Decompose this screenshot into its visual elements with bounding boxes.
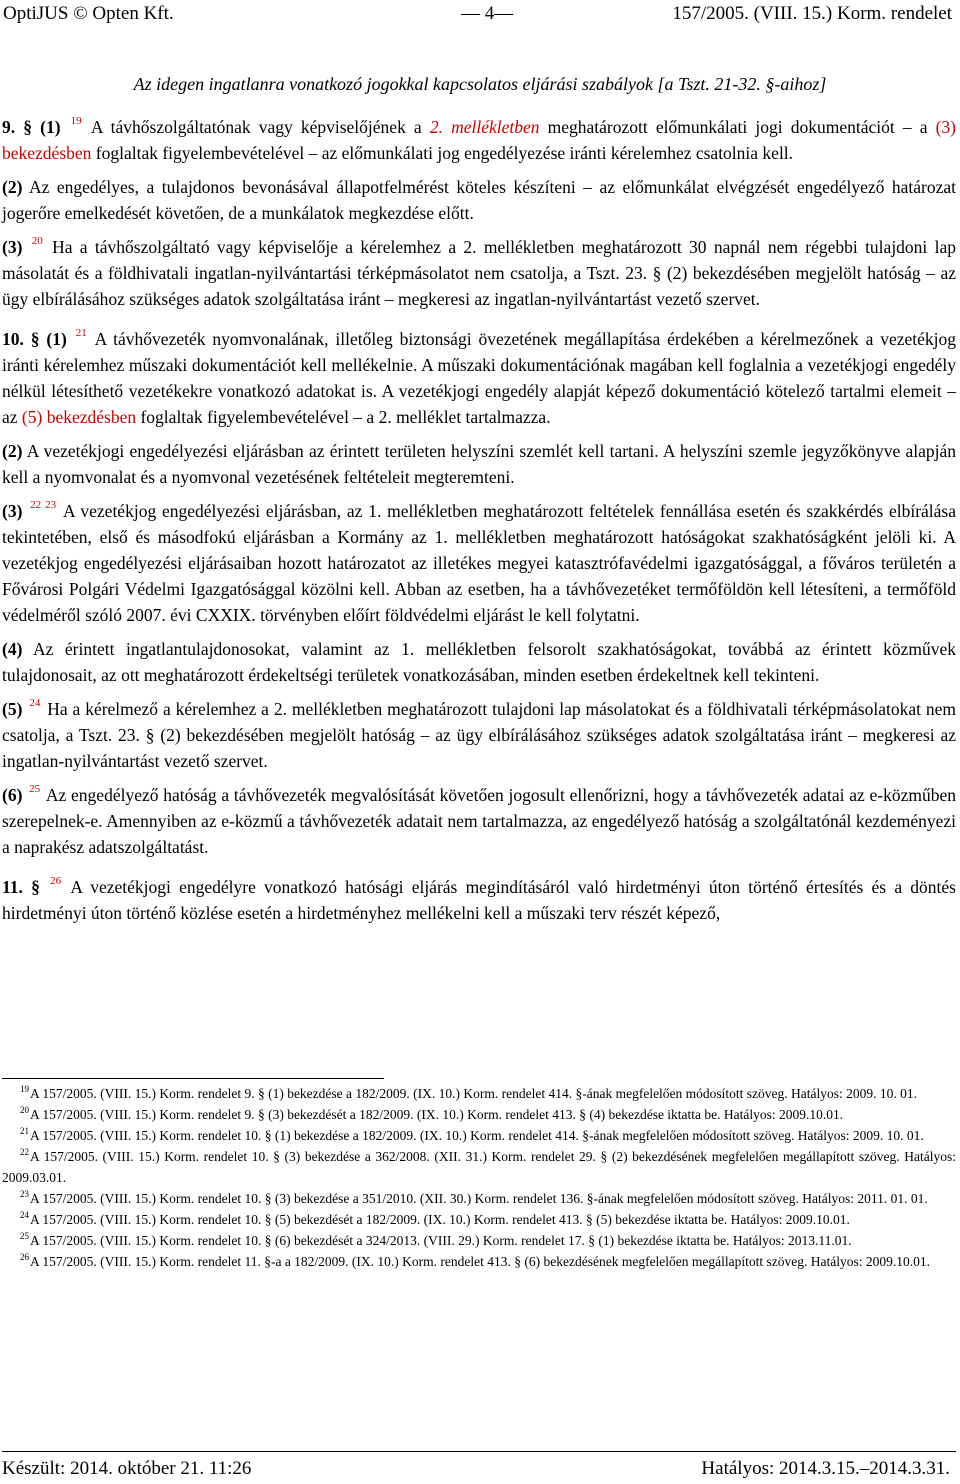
footnote-text: A 157/2005. (VIII. 15.) Korm. rendelet 10. § (6) bekezdését a 324/2013. (VIII. 29.) Korm. rendelet 17. § (1) bekezdése iktatta be. Hatályos: 2013.11.01. [30,1233,852,1248]
paragraph-text: Az engedélyes, a tulajdonos bevonásával állapotfelmérést köteles készíteni – az előmunkálat elvégzését engedélyező határozat jogerőre emelkedését követően, de a munkálatok megkezdése előtt. [2,177,956,223]
footnote-ref-21[interactable]: 21 [75,327,87,340]
section-number: 11. § [2,877,40,897]
subsection-label: (5) [2,699,23,719]
section-number: 10. § [2,329,40,349]
paragraph-text: foglaltak figyelembevételével – az előmunkálati jog engedélyezése iránti kérelemhez csatolnia kell. [91,143,794,163]
footnote-20 [2,1104,956,1125]
cross-reference-link[interactable]: (5) bekezdésben [21,407,137,427]
subsection-label: (1) [46,329,67,349]
footnote-text: A 157/2005. (VIII. 15.) Korm. rendelet 9. § (1) bekezdése a 182/2009. (IX. 10.) Korm. rendelet 414. §-ának megfelelően módosított szöveg. Hatályos: 2009. 10. 01. [30,1086,918,1101]
footnote-23 [2,1188,956,1209]
paragraph-text: Az érintett ingatlantulajdonosokat, valamint az 1. mellékletben felsorolt szakhatóságokat, továbbá az érintett közművek tulajdonosait, az ott meghatározott érdekeltségi területek vonatkozásában, minden esetben érdekeltnek kell tekinteni. [2,639,956,685]
footnote-ref-26[interactable]: 26 [50,875,62,888]
header-publisher: OptiJUS © Opten Kft. [3,3,174,24]
footnote-number: 25 [20,1230,29,1241]
footnote-number: 20 [20,1104,29,1115]
footer-created: Készült: 2014. október 21. 11:26 [2,1458,252,1479]
subsection-label: (2) [2,177,23,197]
paragraph-10-5 [2,696,956,774]
footnote-26 [2,1251,956,1272]
paragraph-text: Ha a távhőszolgáltató vagy képviselője a kérelemhez a 2. mellékletben meghatározott 30 napnál nem régebbi tulajdoni lap másolatát és a földhivatali ingatlan-nyilvántartási térképmásolatot nem csatolja, a Tszt. 23. § (2) bekezdésében megjelölt hatóság – az ügy elbírálásához szükséges adatok szolgáltatása iránt – megkeresi az ingatlan-nyilvántartást vezető szervet. [2,237,956,309]
footnote-number: 22 [20,1146,29,1157]
document-body [2,114,956,934]
subsection-label: (1) [40,117,61,137]
subsection-label: (3) [2,237,23,257]
cross-reference-link[interactable]: 2. mellékletben [429,117,540,137]
footnote-19 [2,1083,956,1104]
paragraph-text: meghatározott előmunkálati jogi dokumentációt – a [539,117,936,137]
paragraph-10-4 [2,636,956,688]
paragraph-text: A vezetékjogi engedélyre vonatkozó hatósági eljárás megindításáról való hirdetményi úton történő értesítés és a döntés hirdetményi úton történő közlése esetén a hirdetményhez mellékelni kell a műszaki terv részét képező, [2,877,956,923]
footnote-text: A 157/2005. (VIII. 15.) Korm. rendelet 10. § (3) bekezdése a 351/2010. (XII. 30.) Korm. rendelet 136. §-ának megfelelően módosított szöveg. Hatályos: 2011. 01. 01. [30,1191,928,1206]
footnote-number: 21 [20,1125,29,1136]
footnotes [2,1083,956,1272]
footnote-ref-22[interactable]: 22 [30,499,42,512]
footnote-25 [2,1230,956,1251]
paragraph-10-3 [2,498,956,628]
paragraph-text: A vezetékjog engedélyezési eljárásban, az 1. mellékletben meghatározott feltételek fennállása esetén és szakkérdés elbírálása tekintetében, első és másodfokú eljárásban a Kormány az 1. mellékletben meghatározott hatóságokat szakhatóságként jelöli ki. A vezetékjog engedélyezési eljárásaiban hozott határozatot az illetékes megyei katasztrófavédelmi igazgatósággal, a főváros területén a Fővárosi Polgári Védelmi Igazgatósággal közölni kell. Abban az esetben, ha a távhővezetéket termőföldön kell létesíteni, a termőföld védelméről szóló 2007. évi CXXIX. törvényben előírt földvédelmi eljárást le kell folytatni. [2,501,956,625]
footnote-21 [2,1125,956,1146]
footnote-text: A 157/2005. (VIII. 15.) Korm. rendelet 9. § (3) bekezdését a 182/2009. (IX. 10.) Korm. rendelet 413. § (4) bekezdése iktatta be. Hatályos: 2009.10.01. [30,1107,844,1122]
header-regulation-id: 157/2005. (VIII. 15.) Korm. rendelet [672,3,952,24]
cross-reference-link[interactable]: (3) bekezdésben [2,117,957,163]
footer-effective: Hatályos: 2014.3.15.–2014.3.31. [701,1458,950,1479]
section-number: 9. § [2,117,32,137]
footnote-text: A 157/2005. (VIII. 15.) Korm. rendelet 10. § (1) bekezdése a 182/2009. (IX. 10.) Korm. rendelet 414. §-ának megfelelően módosított szöveg. Hatályos: 2009. 10. 01. [30,1128,924,1143]
paragraph-text: A vezetékjogi engedélyezési eljárásban az érintett területen helyszíni szemlét kell tartani. A helyszíni szemle jegyzőkönyve alapján kell a nyomvonalat és a nyomvonal vezetésének feltételeit megteremteni. [2,441,956,487]
paragraph-text: foglaltak figyelembevételével – a 2. melléklet tartalmazza. [136,407,551,427]
footnote-ref-19[interactable]: 19 [70,115,82,128]
footnote-24 [2,1209,956,1230]
footnote-text: A 157/2005. (VIII. 15.) Korm. rendelet 10. § (5) bekezdését a 182/2009. (IX. 10.) Korm. rendelet 413. § (5) bekezdése iktatta be. Hatályos: 2009.10.01. [30,1212,850,1227]
footnote-number: 19 [20,1083,29,1094]
footnote-text: A 157/2005. (VIII. 15.) Korm. rendelet 10. § (3) bekezdése a 362/2008. (XII. 31.) Korm. rendelet 29. § (2) bekezdésének megfelelően megállapított szöveg. Hatályos: 2009.03.01. [2,1149,956,1185]
paragraph-9-1 [2,114,956,166]
paragraph-text: Az engedélyező hatóság a távhővezeték megvalósítását követően jogosult ellenőrizni, hogy a távhővezeték adatai az e-közműben szerepelnek-e. Amennyiben az e-közmű a távhővezeték adatait nem tartalmazza, az engedélyező hatóság a szolgáltatónál kezdeményezi a naprakész adatszolgáltatást. [2,785,956,857]
footnote-ref-24[interactable]: 24 [29,697,41,710]
header-page-number: — 4— [461,3,514,24]
paragraph-9-3 [2,234,956,312]
footnote-text: A 157/2005. (VIII. 15.) Korm. rendelet 11. §-a a 182/2009. (IX. 10.) Korm. rendelet 413. § (6) bekezdésének megfelelően megállapított szöveg. Hatályos: 2009.10.01. [30,1254,931,1269]
footnote-ref-23[interactable]: 23 [45,499,57,512]
footnote-ref-25[interactable]: 25 [29,783,41,796]
subsection-label: (2) [2,441,23,461]
subsection-label: (4) [2,639,23,659]
paragraph-10-1 [2,326,956,430]
footnote-ref-20[interactable]: 20 [31,235,43,248]
footnote-number: 24 [20,1209,29,1220]
footnote-22 [2,1146,956,1188]
paragraph-10-2 [2,438,956,490]
subsection-label: (6) [2,785,23,805]
paragraph-text: A távhővezeték nyomvonalának, illetőleg biztonsági övezetének megállapítása érdekében a kérelmezőnek a vezetékjog iránti kérelemhez műszaki dokumentációt kell mellékelnie. A műszaki dokumentációnak magában kell foglalnia a vezetékjogi engedély nélkül létesíthető vezetékekre vonatkozó adatokat is. A vezetékjogi engedély alapját képező dokumentáció kötelező tartalmi elemeit – az [2,329,957,427]
footer-divider [2,1451,956,1452]
paragraph-9-2 [2,174,956,226]
paragraph-text: Ha a kérelmező a kérelemhez a 2. mellékletben meghatározott tulajdoni lap másolatokat és a földhivatali térképmásolatokat nem csatolja, a Tszt. 23. § (2) bekezdésében megjelölt hatóság – az ügy elbírálásához szükséges adatok szolgáltatása iránt – megkeresi az ingatlan-nyilvántartást vezető szervet. [2,699,957,771]
section-title: Az idegen ingatlanra vonatkozó jogokkal kapcsolatos eljárási szabályok [a Tszt. 21-32. §-aihoz] [133,74,827,94]
subsection-label: (3) [2,501,23,521]
paragraph-11 [2,874,956,926]
footnote-number: 26 [20,1251,29,1262]
footnote-divider [2,1078,384,1079]
paragraph-10-6 [2,782,956,860]
paragraph-text: A távhőszolgáltatónak vagy képviselőjének a [90,117,430,137]
footnote-number: 23 [20,1188,29,1199]
